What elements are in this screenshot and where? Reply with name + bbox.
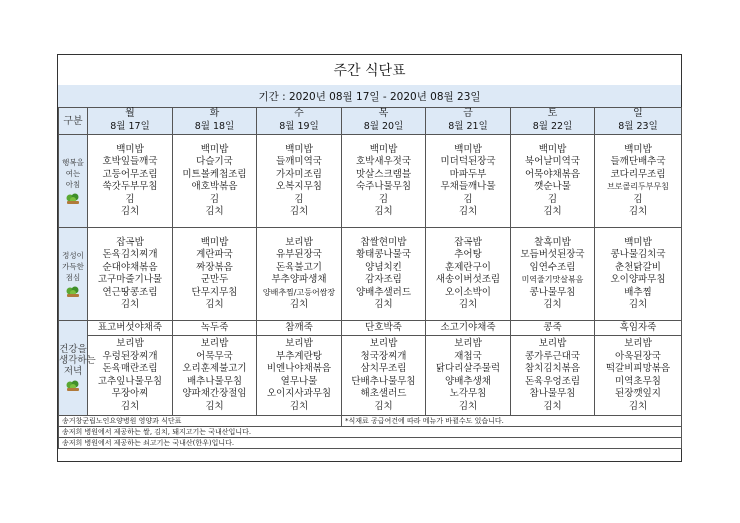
menu-item: 양배추샐러드 — [355, 286, 412, 298]
meal-label-line: 여는 — [65, 169, 81, 178]
menu-item: 연근땅콩조림 — [102, 286, 158, 298]
meal-label-line: 가득한 — [62, 262, 84, 271]
menu-item: 김 — [633, 193, 643, 205]
menu-item: 어묵야채볶음 — [524, 168, 581, 180]
menu-item: 돈육우엉조림 — [524, 375, 581, 387]
meal-cell — [88, 336, 173, 416]
porridge-cell: 흑임자죽 — [595, 321, 682, 336]
day-date: 8월 21일 — [426, 121, 511, 135]
menu-item: 보리밥 — [538, 338, 567, 349]
menu-item: 돈육불고기 — [276, 261, 322, 273]
meal-label-line: 생각하는 — [59, 355, 96, 366]
menu-item: 김 — [547, 193, 558, 205]
menu-item: 김치 — [120, 206, 140, 217]
meal-label-line: 정성이 — [62, 251, 84, 260]
menu-item: 백미밥 — [116, 143, 144, 155]
menu-item: 무채들깨나물 — [440, 181, 496, 192]
meal-cell — [511, 336, 595, 416]
menu-item: 오이지사과무침 — [266, 388, 332, 399]
menu-item: 새송이버섯조림 — [435, 274, 501, 285]
menu-item: 아욱된장국 — [615, 350, 661, 362]
menu-item: 김치 — [289, 206, 309, 217]
meal-cell — [595, 336, 682, 416]
menu-item: 감자조림 — [365, 274, 402, 285]
menu-item: 열무나물 — [280, 375, 318, 387]
menu-item: 김치 — [628, 299, 648, 310]
menu-item: 부추계란탕 — [276, 350, 322, 362]
menu-item: 오이양파무침 — [610, 274, 666, 285]
meal-cell — [173, 135, 257, 228]
menu-item: 김치 — [374, 206, 393, 217]
meal-cell — [426, 336, 511, 416]
meal-cell — [595, 228, 682, 321]
menu-item: 가자미조림 — [276, 168, 322, 180]
meal-label-line: 행복을 — [62, 158, 84, 167]
menu-item: 김치 — [628, 206, 648, 217]
meal-label-line: 저녁 — [63, 366, 83, 377]
menu-item: 쑥갓두부무침 — [102, 181, 158, 192]
menu-item: 보리밥 — [454, 338, 482, 349]
menu-item: 김치 — [543, 400, 562, 412]
menu-item: 브로콜리두부무침 — [607, 182, 669, 191]
menu-item: 비엔나야채볶음 — [266, 363, 332, 374]
menu-item: 추어탕 — [454, 249, 482, 260]
menu-item: 애호박볶음 — [191, 181, 238, 192]
meal-cell — [257, 228, 342, 321]
menu-item: 백미밥 — [200, 143, 229, 155]
menu-item: 깻순나물 — [534, 181, 571, 192]
header-label: 구분 — [59, 108, 88, 135]
menu-item: 김치 — [458, 400, 478, 412]
meal-label — [59, 135, 88, 228]
vegetable-icon — [65, 192, 81, 205]
meal-cell — [511, 228, 595, 321]
day-date: 8월 18일 — [173, 121, 257, 135]
menu-item: 마파두부 — [449, 168, 487, 180]
porridge-cell: 단호박죽 — [342, 321, 426, 336]
menu-item: 오복지무침 — [276, 181, 322, 192]
menu-item: 미역초무침 — [615, 375, 661, 387]
menu-item: 찹쌀현미밥 — [360, 236, 407, 248]
menu-item: 보리밥 — [285, 338, 313, 349]
menu-item: 어묵무국 — [196, 350, 233, 362]
menu-item: 계란파국 — [196, 249, 233, 260]
menu-item: 백미밥 — [538, 143, 567, 155]
menu-item: 순대야채볶음 — [102, 261, 158, 273]
day-name: 금 — [426, 108, 511, 122]
footnote: *식재료 공급여건에 따라 메뉴가 바뀔수도 있습니다. — [342, 416, 682, 427]
meal-cell — [511, 135, 595, 228]
menu-item: 춘천닭갈비 — [615, 261, 661, 273]
menu-item: 임연수조림 — [529, 261, 576, 273]
meal-cell — [88, 228, 173, 321]
menu-item: 백미밥 — [285, 143, 313, 155]
menu-item: 맛살스크램블 — [355, 168, 412, 180]
menu-item: 고추잎나물무침 — [97, 375, 163, 387]
menu-item: 무장아찌 — [111, 388, 149, 399]
day-date: 8월 23일 — [595, 121, 682, 135]
menu-item: 삼치무조림 — [360, 363, 407, 374]
menu-item: 김치 — [289, 400, 309, 412]
menu-item: 백미밥 — [624, 236, 652, 248]
menu-item: 들깨단배추국 — [610, 156, 666, 167]
footnote: 송거창군립노인요양병원 영양과 식단표 — [59, 416, 342, 427]
day-name: 월 — [88, 108, 173, 122]
menu-item: 숙주나물무침 — [355, 181, 412, 192]
menu-item: 백미밥 — [369, 143, 398, 155]
menu-item: 돈육김치찌개 — [102, 249, 158, 260]
menu-item: 호박잎들깨국 — [102, 156, 158, 167]
menu-item: 된장깻잎지 — [615, 388, 661, 399]
meal-cell — [257, 135, 342, 228]
menu-item: 코다리무조림 — [610, 168, 666, 180]
menu-item: 노각무침 — [449, 388, 487, 399]
menu-item: 김치 — [205, 400, 224, 412]
porridge-cell: 표고버섯야채죽 — [88, 321, 173, 336]
menu-item: 양념치킨 — [365, 261, 402, 273]
menu-item: 김 — [378, 193, 389, 205]
menu-item: 미트볼케첩조림 — [182, 168, 247, 180]
menu-item: 오리훈제불고기 — [182, 363, 247, 374]
porridge-cell: 녹두죽 — [173, 321, 257, 336]
menu-table — [58, 107, 682, 449]
menu-item: 황태콩나물국 — [355, 249, 412, 260]
menu-item: 군만두 — [200, 274, 229, 285]
menu-item: 참나물무침 — [529, 388, 576, 399]
menu-item: 단배추나물무침 — [351, 375, 416, 387]
menu-item: 떡갈비피망볶음 — [605, 363, 671, 374]
meal-cell — [426, 228, 511, 321]
menu-item: 김 — [209, 193, 220, 205]
day-name: 수 — [257, 108, 342, 122]
menu-item: 콩가루근대국 — [524, 350, 581, 362]
menu-item: 양배추찜/고등어쌈장 — [262, 287, 336, 297]
meal-cell — [595, 135, 682, 228]
menu-item: 콩나물김치국 — [610, 249, 666, 260]
menu-item: 김치 — [289, 299, 309, 310]
meal-label — [59, 321, 96, 416]
menu-item: 김 — [294, 193, 304, 205]
menu-item: 닭다리살주물럭 — [435, 363, 501, 374]
menu-item: 양배추생채 — [445, 375, 491, 387]
day-name: 목 — [342, 108, 426, 122]
menu-item: 미더덕된장국 — [440, 156, 496, 167]
meal-label-line: 점심 — [65, 273, 81, 282]
menu-item: 찰흑미밥 — [534, 236, 571, 248]
menu-item: 김치 — [120, 400, 140, 412]
menu-item: 김치 — [205, 299, 224, 310]
menu-item: 양파채간장절임 — [182, 388, 247, 399]
menu-item: 김 — [125, 193, 135, 205]
menu-item: 백미밥 — [200, 236, 229, 248]
menu-item: 호박새우젓국 — [355, 156, 412, 167]
footnote: 송저희 병원에서 제공하는 쇠고기는 국내산(한우)입니다. — [59, 438, 682, 449]
menu-item: 김치 — [458, 206, 478, 217]
menu-item: 고구마줄기나물 — [97, 274, 163, 285]
menu-item: 김치 — [543, 299, 562, 310]
menu-item: 보리밥 — [116, 338, 144, 349]
menu-item: 들깨미역국 — [276, 156, 322, 167]
day-date: 8월 17일 — [88, 121, 173, 135]
meal-label-line: 아침 — [65, 180, 81, 189]
day-date: 8월 22일 — [511, 121, 595, 135]
menu-item: 김 — [463, 193, 473, 205]
menu-item: 미역줄기맛살볶음 — [521, 275, 584, 284]
menu-item: 김치 — [628, 400, 648, 412]
period-bar: 기간 : 2020년 08월 17일 - 2020년 08월 23일 — [58, 85, 681, 108]
menu-item: 백미밥 — [454, 143, 482, 155]
menu-item: 부추양파생채 — [271, 274, 327, 285]
porridge-cell: 참깨죽 — [257, 321, 342, 336]
menu-item: 다슬기국 — [196, 156, 233, 167]
menu-item: 고등어무조림 — [102, 168, 158, 180]
meal-cell — [342, 228, 426, 321]
menu-item: 해초샐러드 — [360, 388, 407, 399]
footnote: 송저희 병원에서 제공하는 쌀, 김치, 돼지고기는 국내산입니다. — [59, 427, 682, 438]
menu-item: 짜장볶음 — [196, 261, 233, 273]
menu-item: 오이소박이 — [445, 286, 491, 298]
vegetable-icon — [65, 379, 81, 392]
menu-item: 김치 — [374, 299, 393, 310]
menu-item: 단무지무침 — [191, 286, 238, 298]
page-title: 주간 식단표 — [58, 55, 681, 86]
meal-cell — [342, 135, 426, 228]
vegetable-icon — [65, 285, 81, 298]
menu-item: 김치 — [543, 206, 562, 217]
meal-label — [59, 228, 88, 321]
meal-cell — [257, 336, 342, 416]
meal-label-line: 건강을 — [59, 344, 87, 355]
menu-item: 유부된장국 — [276, 249, 322, 260]
menu-item: 보리밥 — [285, 236, 313, 248]
meal-cell — [342, 336, 426, 416]
menu-item: 배추나물무침 — [186, 375, 243, 387]
day-date: 8월 20일 — [342, 121, 426, 135]
meal-cell — [173, 228, 257, 321]
meal-cell — [88, 135, 173, 228]
menu-item: 보리밥 — [200, 338, 229, 349]
menu-item: 보리밥 — [624, 338, 652, 349]
porridge-cell: 소고기야채죽 — [426, 321, 511, 336]
menu-sheet — [57, 54, 682, 462]
menu-item: 김치 — [458, 299, 478, 310]
day-name: 일 — [595, 108, 682, 122]
menu-item: 잡곡밥 — [454, 236, 482, 248]
menu-item: 재첩국 — [454, 350, 482, 362]
menu-item: 참치김치볶음 — [524, 363, 581, 374]
menu-item: 청국장찌개 — [360, 350, 407, 362]
menu-item: 북어날미역국 — [524, 156, 581, 167]
menu-item: 콩나물무침 — [529, 286, 576, 298]
menu-item: 배추찜 — [624, 286, 652, 298]
day-name: 토 — [511, 108, 595, 122]
menu-item: 잡곡밥 — [116, 236, 144, 248]
menu-item: 백미밥 — [624, 143, 652, 155]
menu-item: 보리밥 — [369, 338, 398, 349]
menu-item: 모듬버섯된장국 — [520, 249, 585, 260]
menu-item: 김치 — [374, 400, 393, 412]
porridge-cell: 콩죽 — [511, 321, 595, 336]
menu-item: 훈제란구이 — [445, 261, 491, 273]
day-date: 8월 19일 — [257, 121, 342, 135]
day-name: 화 — [173, 108, 257, 122]
meal-cell — [426, 135, 511, 228]
meal-cell — [173, 336, 257, 416]
menu-item: 돈육매란조림 — [102, 363, 158, 374]
menu-item: 김치 — [120, 299, 140, 310]
menu-item: 우렁된장찌개 — [102, 350, 158, 362]
menu-item: 김치 — [205, 206, 224, 217]
